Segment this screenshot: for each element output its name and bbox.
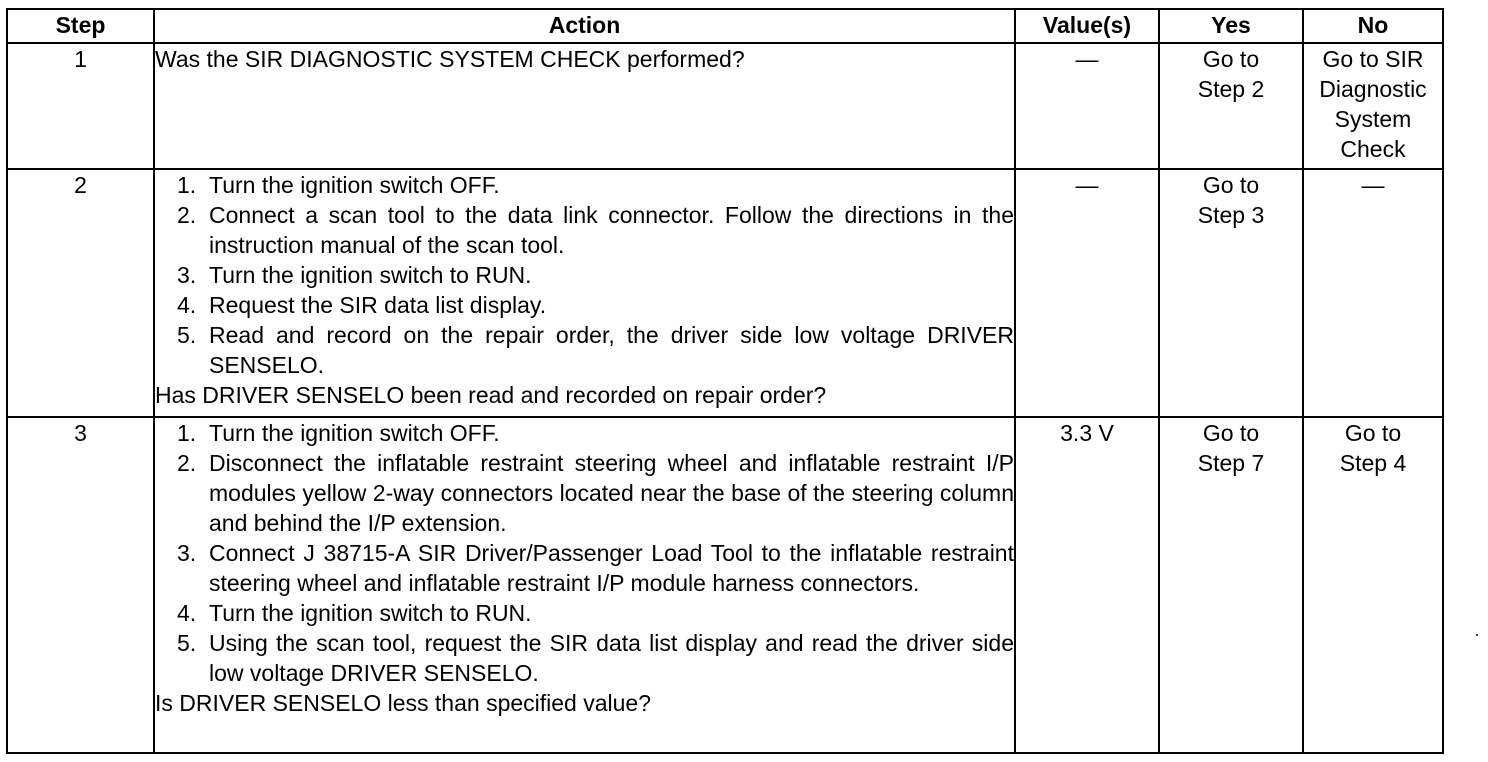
- action-step-text: Disconnect the inflatable restraint steering wheel and inflatable restraint I/P modules yellow 2-way connectors located near the base of the steering column and behind the I/P extension.: [209, 450, 1014, 536]
- action-step-number: 4.: [177, 600, 197, 626]
- action-step-text: Turn the ignition switch to RUN.: [209, 600, 532, 626]
- action-step: [155, 260, 1014, 290]
- step-number: 2: [7, 169, 154, 417]
- value-cell: —: [1015, 43, 1159, 169]
- yes-cell: [1159, 43, 1303, 169]
- header-no: No: [1303, 9, 1443, 43]
- no-line: —: [1361, 172, 1385, 198]
- action-cell: [154, 43, 1015, 169]
- action-step: [155, 290, 1014, 320]
- action-step-number: 5.: [177, 630, 197, 656]
- no-line: Go to SIR: [1322, 46, 1424, 72]
- yes-line: Step 2: [1197, 76, 1265, 102]
- action-step-number: 4.: [177, 292, 197, 318]
- header-yes: Yes: [1159, 9, 1303, 43]
- action-step-number: 5.: [177, 322, 197, 348]
- yes-line: Go to: [1202, 46, 1260, 72]
- value-cell: 3.3 V: [1015, 417, 1159, 753]
- diagnostic-table: [6, 8, 1444, 754]
- action-step-number: 3.: [177, 262, 197, 288]
- action-step-text: Turn the ignition switch OFF.: [209, 172, 500, 198]
- header-row: [7, 9, 1443, 43]
- header-action: Action: [154, 9, 1015, 43]
- action-question: Has DRIVER SENSELO been read and recorded on repair order?: [155, 382, 827, 408]
- no-line: Go to: [1344, 420, 1402, 446]
- action-step: [155, 418, 1014, 448]
- action-step: [155, 320, 1014, 380]
- action-step-number: 2.: [177, 450, 197, 476]
- action-step-text: Using the scan tool, request the SIR data list display and read the driver side low voltage DRIVER SENSELO.: [209, 630, 1014, 686]
- no-cell: [1303, 417, 1443, 753]
- header-step: Step: [7, 9, 154, 43]
- action-step-text: Turn the ignition switch OFF.: [209, 420, 500, 446]
- action-step: [155, 598, 1014, 628]
- step-number: 1: [7, 43, 154, 169]
- action-cell: [154, 169, 1015, 417]
- step-number: 3: [7, 417, 154, 753]
- yes-cell: [1159, 169, 1303, 417]
- table-row: [7, 417, 1443, 753]
- action-steps-list: [155, 170, 1014, 380]
- table-row: [7, 43, 1443, 169]
- yes-line: Step 3: [1197, 202, 1265, 228]
- action-step: [155, 628, 1014, 688]
- action-step-number: 3.: [177, 540, 197, 566]
- no-cell: [1303, 169, 1443, 417]
- action-step-text: Read and record on the repair order, the driver side low voltage DRIVER SENSELO.: [209, 322, 1014, 378]
- table-row: [7, 169, 1443, 417]
- action-cell: [154, 417, 1015, 753]
- yes-line: Go to: [1202, 172, 1260, 198]
- action-steps-list: [155, 418, 1014, 688]
- yes-cell: [1159, 417, 1303, 753]
- action-step: [155, 538, 1014, 598]
- no-cell: [1303, 43, 1443, 169]
- action-step-text: Connect a scan tool to the data link connector. Follow the directions in the instruction manual of the scan tool.: [209, 202, 1014, 258]
- action-step-text: Request the SIR data list display.: [209, 292, 547, 318]
- no-line: Check: [1340, 136, 1406, 162]
- action-step-number: 1.: [177, 172, 197, 198]
- action-step: [155, 200, 1014, 260]
- no-line: Step 4: [1339, 450, 1407, 476]
- value-cell: —: [1015, 169, 1159, 417]
- action-step-text: Turn the ignition switch to RUN.: [209, 262, 532, 288]
- action-question: Is DRIVER SENSELO less than specified value?: [155, 690, 652, 716]
- no-line: Diagnostic: [1319, 76, 1427, 102]
- action-step-number: 2.: [177, 202, 197, 228]
- no-line: System: [1334, 106, 1412, 132]
- scan-speck: [1476, 634, 1478, 636]
- header-values: Value(s): [1015, 9, 1159, 43]
- action-question: Was the SIR DIAGNOSTIC SYSTEM CHECK performed?: [155, 46, 745, 72]
- action-step-text: Connect J 38715-A SIR Driver/Passenger Load Tool to the inflatable restraint steering wheel and inflatable restraint I/P module harness connectors.: [209, 540, 1014, 596]
- action-step-number: 1.: [177, 420, 197, 446]
- action-step: [155, 448, 1014, 538]
- yes-line: Step 7: [1197, 450, 1265, 476]
- yes-line: Go to: [1202, 420, 1260, 446]
- action-step: [155, 170, 1014, 200]
